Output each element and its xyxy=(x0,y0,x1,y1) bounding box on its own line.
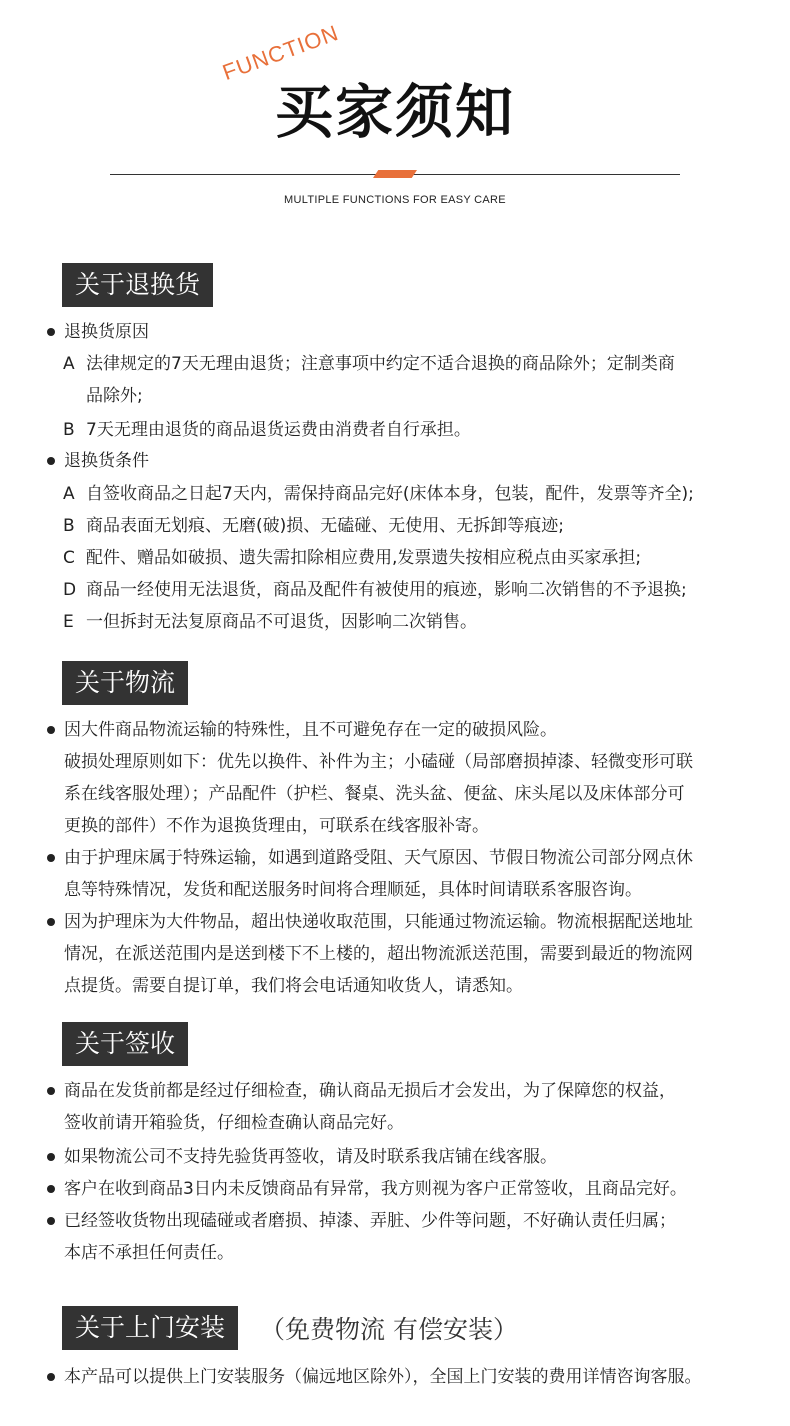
item-letter: D xyxy=(63,580,77,600)
section-heading xyxy=(62,1306,518,1350)
page-header xyxy=(0,0,790,230)
item-letter: B xyxy=(63,516,75,536)
bullet-icon xyxy=(47,726,55,734)
decorative-script-word: FUNCTION xyxy=(219,19,342,86)
section-title: 关于上门安装 xyxy=(62,1306,238,1350)
section-heading xyxy=(62,661,188,705)
divider-accent xyxy=(373,170,417,178)
section-heading xyxy=(62,263,213,307)
item-letter: A xyxy=(63,484,75,504)
item-letter: C xyxy=(63,548,75,568)
section-title: 关于签收 xyxy=(62,1022,188,1066)
bullet-icon xyxy=(47,1373,55,1381)
bullet-icon xyxy=(47,1217,55,1225)
section-title: 关于退换货 xyxy=(62,263,213,307)
page-title: 买家须知 xyxy=(274,78,515,146)
page-subtitle: MULTIPLE FUNCTIONS FOR EASY CARE xyxy=(284,194,506,206)
bullet-icon xyxy=(47,854,55,862)
item-letter: A xyxy=(63,354,75,374)
section-note: （免费物流 有偿安装） xyxy=(260,1315,518,1344)
section-heading xyxy=(62,1022,188,1066)
item-letter: B xyxy=(63,420,75,440)
item-letter: E xyxy=(63,612,74,632)
bullet-icon xyxy=(47,1185,55,1193)
bullet-icon xyxy=(47,1087,55,1095)
bullet-icon xyxy=(47,1153,55,1161)
section-title: 关于物流 xyxy=(62,661,188,705)
bullet-icon xyxy=(47,328,55,336)
bullet-icon xyxy=(47,918,55,926)
bullet-icon xyxy=(47,457,55,465)
